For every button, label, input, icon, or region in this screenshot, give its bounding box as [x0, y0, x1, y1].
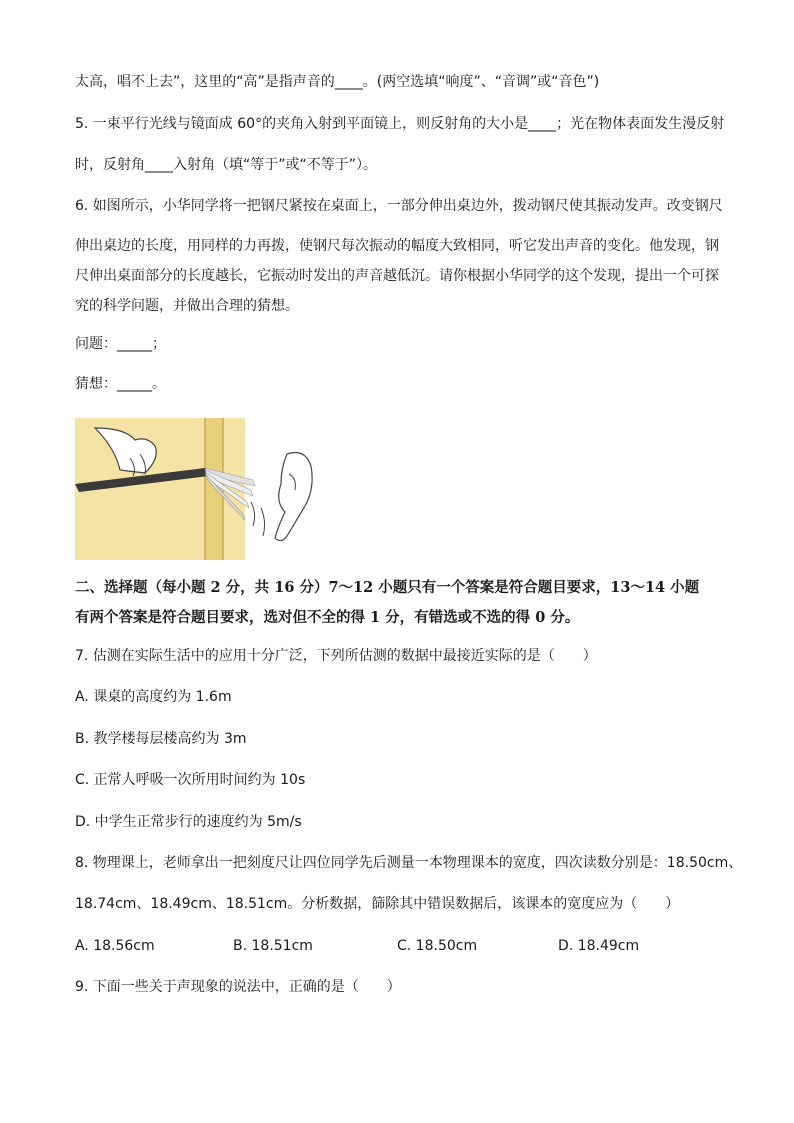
q9-stem: 9. 下面一些关于声现象的说法中，正确的是（ ）	[75, 979, 401, 995]
ruler-vibration-figure	[75, 418, 325, 560]
q6-line-2: 伸出桌边的长度，用同样的力再拨，使钢尺每次振动的幅度大致相同，听它发出声音的变化。他发现，钢	[75, 238, 719, 254]
q5-line-2: 时，反射角____入射角（填“等于”或“不等于”）。	[75, 157, 378, 173]
section-2-heading-line-1: 二、选择题（每小题 2 分，共 16 分）7～12 小题只有一个答案是符合题目要求，13～14 小题	[75, 579, 700, 596]
q6-line-4: 究的科学问题，并做出合理的猜想。	[75, 298, 299, 314]
q6-guess-blank: 猜想：_____。	[75, 376, 166, 392]
q7-stem: 7. 估测在实际生活中的应用十分广泛，下列所估测的数据中最接近实际的是（ ）	[75, 648, 597, 664]
q4-continuation: 太高，唱不上去”，这里的“高”是指声音的____。(两空选填“响度”、“音调”或“音色”)	[75, 74, 600, 90]
section-2-heading-line-2: 有两个答案是符合题目要求，选对但不全的得 1 分，有错选或不选的得 0 分。	[75, 609, 580, 626]
q8-option-c: C. 18.50cm	[397, 938, 478, 954]
q8-stem-line-1: 8. 物理课上，老师拿出一把刻度尺让四位同学先后测量一本物理课本的宽度，四次读数分别是：18.50cm、	[75, 855, 743, 871]
q6-line-3: 尺伸出桌面部分的长度越长，它振动时发出的声音越低沉。请你根据小华同学的这个发现，提出一个可探	[75, 268, 719, 284]
right-hand	[275, 453, 312, 541]
q6-line-1: 6. 如图所示，小华同学将一把钢尺紧按在桌面上，一部分伸出桌边外，拨动钢尺使其振动发声。改变钢尺	[75, 198, 723, 214]
q6-question-blank: 问题：_____；	[75, 336, 166, 352]
q5-line-1: 5. 一束平行光线与镜面成 60°的夹角入射到平面镜上，则反射角的大小是____；光在物体表面发生漫反射	[75, 116, 725, 132]
q8-option-b: B. 18.51cm	[233, 938, 313, 954]
q8-stem-line-2: 18.74cm、18.49cm、18.51cm。分析数据，篩除其中错误数据后，该课本的宽度应为（ ）	[75, 896, 680, 912]
q7-option-c: C. 正常人呼吸一次所用时间约为 10s	[75, 772, 306, 788]
table-leg	[205, 418, 223, 560]
q7-option-a: A. 课桌的高度约为 1.6m	[75, 689, 232, 705]
q8-option-d: D. 18.49cm	[558, 938, 640, 954]
q7-option-b: B. 教学楼每层楼高约为 3m	[75, 731, 247, 747]
q7-option-d: D. 中学生正常步行的速度约为 5m/s	[75, 814, 302, 830]
q8-option-a: A. 18.56cm	[75, 938, 155, 954]
